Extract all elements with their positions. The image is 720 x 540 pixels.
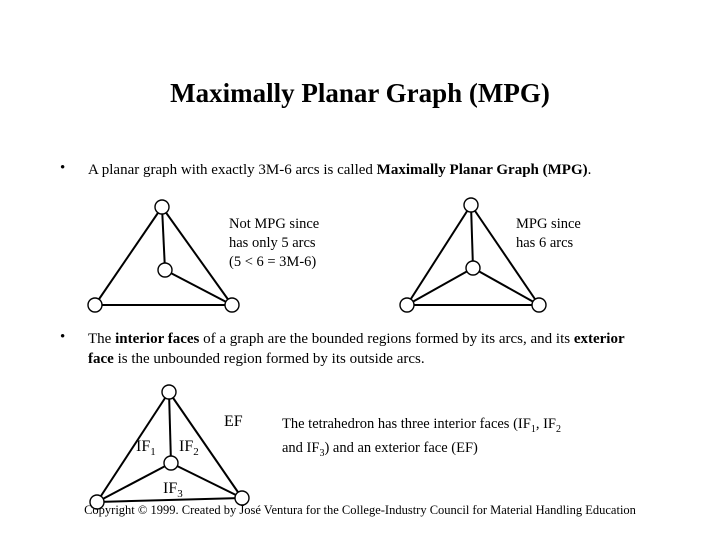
bullet-2-bold-2: exterior face bbox=[88, 331, 625, 367]
bullet-2-mid: of a graph are the bounded regions formed by its arcs, and its bbox=[199, 331, 574, 347]
label-if2 bbox=[179, 438, 199, 458]
label-if1 bbox=[136, 438, 156, 458]
graph-2-note-line-1: MPG since bbox=[516, 216, 581, 232]
label-if3 bbox=[163, 480, 183, 500]
bullet-2-post: is the unbounded region formed by its outside arcs. bbox=[113, 351, 425, 367]
tetra-note-part-3: and IF bbox=[282, 439, 320, 456]
label-if3-sub: 3 bbox=[177, 488, 183, 501]
node-top bbox=[162, 385, 176, 399]
graph-2-note-line-2: has 6 arcs bbox=[516, 235, 574, 251]
label-ef: EF bbox=[224, 413, 243, 430]
bullet-1-pre: A planar graph with exactly 3M-6 arcs is called bbox=[88, 162, 377, 178]
tetra-note-sub-3: 3 bbox=[319, 447, 325, 459]
graph-1-note-line-1: Not MPG since bbox=[229, 216, 320, 232]
bullet-marker-2: • bbox=[60, 329, 66, 345]
bullet-1-post: . bbox=[587, 162, 592, 178]
label-if1-sub: 1 bbox=[150, 446, 156, 459]
copyright-footer: Copyright © 1999. Created by José Ventura for the College-Industry Council for Material Handling Education bbox=[84, 503, 636, 517]
tetra-note-sub-2: 2 bbox=[555, 423, 561, 435]
arc-center-left bbox=[97, 463, 171, 502]
label-if1-base: IF bbox=[136, 438, 151, 455]
arc-top-center bbox=[169, 392, 171, 463]
graph-1-note-line-2: has only 5 arcs bbox=[229, 235, 316, 251]
label-if2-sub: 2 bbox=[193, 446, 199, 459]
tetrahedron-note bbox=[282, 415, 612, 463]
bullet-2-pre: The bbox=[88, 331, 116, 347]
label-if2-base: IF bbox=[179, 438, 194, 455]
label-if3-base: IF bbox=[163, 480, 178, 497]
bullet-1-bold: Maximally Planar Graph (MPG) bbox=[376, 162, 588, 178]
node-center bbox=[164, 456, 178, 470]
slide-title: Maximally Planar Graph (MPG) bbox=[170, 78, 550, 108]
graph-1-note-line-3: (5 < 6 = 3M-6) bbox=[229, 254, 317, 270]
tetra-note-part-2: , IF bbox=[535, 416, 556, 432]
tetra-note-part-4: ) and an exterior face (EF) bbox=[324, 439, 478, 456]
bullet-2-bold-1: interior faces bbox=[115, 331, 200, 347]
tetra-note-sub-1: 1 bbox=[530, 423, 536, 435]
arc-top-left bbox=[97, 392, 169, 502]
tetra-note-part-1: The tetrahedron has three interior faces (IF bbox=[282, 416, 531, 432]
bullet-marker-1: • bbox=[60, 160, 66, 176]
